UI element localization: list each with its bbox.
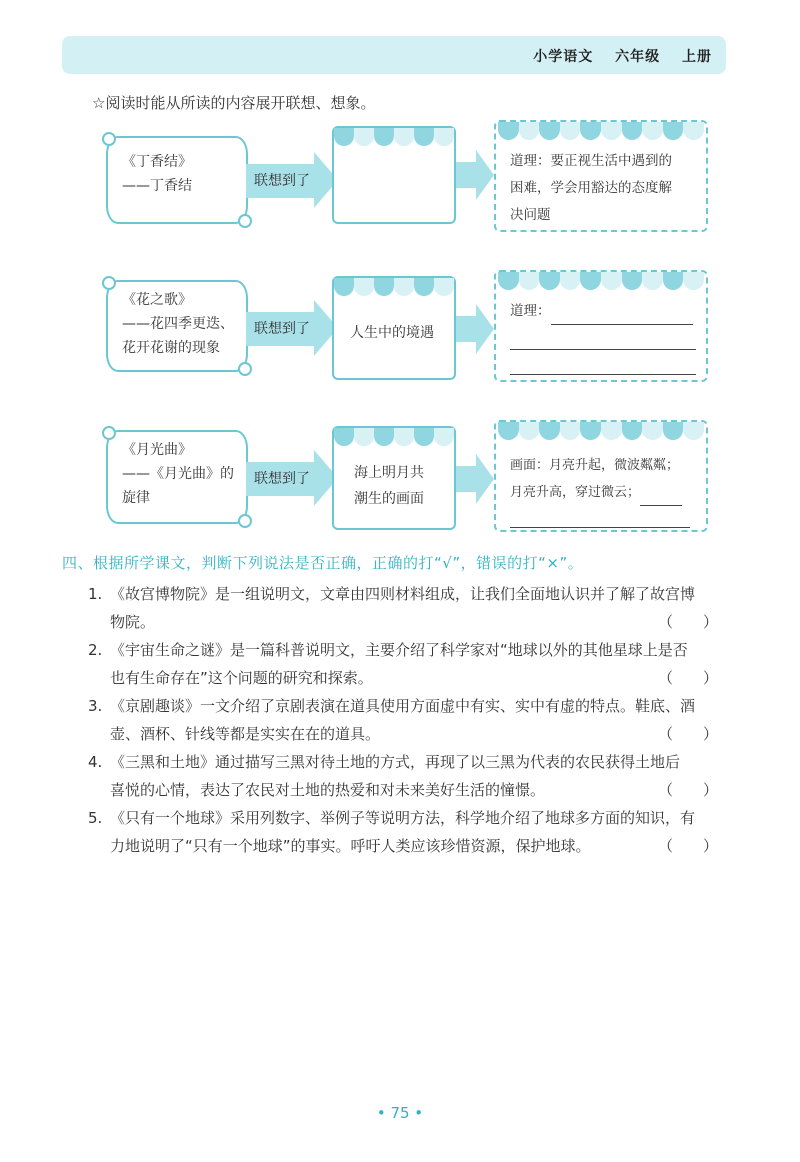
association-row-2 [0,270,800,390]
question-text: 《只有一个地球》采用列数字、举例子等说明方法，科学地介绍了地球多方面的知识，有 [110,809,696,827]
header-grade: 六年级 [615,49,661,65]
principle-box[interactable] [494,420,708,532]
question-text: 《京剧趣谈》一文介绍了京剧表演在道具使用方面虚中有实、实中有虚的特点。鞋底、酒 [110,697,696,715]
arrow [246,300,338,356]
principle-box[interactable] [494,270,708,382]
principle-line: 决问题 [510,207,551,223]
question-text: 壶、酒杯、针线等都是实实在在的道具。 [110,725,381,743]
page-number: • 75 • [376,1104,424,1122]
answer-blank[interactable] [510,328,696,350]
arrow-label: 联想到了 [254,471,310,487]
question-text: 《三黑和土地》通过描写三黑对待土地的方式，再现了以三黑为代表的农民获得土地后 [110,753,681,771]
header-volume: 上册 [682,49,712,65]
association-text: 海上明月共 [354,465,424,481]
arrow-label: 联想到了 [254,173,310,189]
header-band [62,36,726,74]
association-text: 人生中的境遇 [350,325,434,341]
principle-line: 画面：月亮升起，微波粼粼； [510,458,680,473]
principle-label: 道理： [510,303,551,319]
association-text: 潮生的画面 [354,491,424,507]
question-text: 力地说明了“只有一个地球”的事实。呼吁人类应该珍惜资源，保护地球。 [110,837,591,855]
answer-parentheses[interactable]: （ ） [657,781,718,799]
source-object: 花开花谢的现象 [122,340,220,356]
source-title: 《丁香结》 [122,154,192,170]
source-box [106,430,248,524]
association-row-1 [0,120,800,240]
question-text: 《宇宙生命之谜》是一篇科普说明文，主要介绍了科学家对“地球以外的其他星球上是否 [110,641,688,659]
source-object: ——丁香结 [122,178,192,194]
arrow-small [456,150,496,200]
principle-line: 道理：要正视生活中遇到的 [510,153,672,169]
question-text: 也有生命存在”这个问题的研究和探索。 [110,669,373,687]
question-text: 喜悦的心情，表达了农民对土地的热爱和对未来美好生活的憧憬。 [110,781,546,799]
source-object: 旋律 [122,490,150,506]
answer-parentheses[interactable]: （ ） [657,613,718,631]
answer-parentheses[interactable]: （ ） [657,837,718,855]
association-row-3 [0,420,800,540]
question-item [88,580,728,636]
question-number: 2. [88,641,103,659]
source-title: 《月光曲》 [122,442,192,458]
answer-blank[interactable] [551,309,693,325]
question-number: 5. [88,809,103,827]
answer-parentheses[interactable]: （ ） [657,669,718,687]
principle-line: 困难，学会用豁达的态度解 [510,180,672,196]
question-item [88,636,728,692]
association-box [332,276,456,380]
association-box[interactable] [332,126,456,224]
header-subject: 小学语文 [533,49,594,65]
arrow-small [456,304,496,354]
question-item [88,804,728,860]
answer-blank[interactable] [510,353,696,375]
source-box [106,280,248,372]
arrow [246,450,338,506]
question-text: 《故宫博物院》是一组说明文，文章由四则材料组成，让我们全面地认识并了解了故宫博 [110,585,696,603]
header-text [517,46,712,66]
answer-blank[interactable] [640,490,682,506]
principle-box [494,120,708,232]
section-title: 四、根据所学课文，判断下列说法是否正确，正确的打“√”，错误的打“×”。 [62,554,584,572]
question-number: 1. [88,585,103,603]
reading-tip: ☆阅读时能从所读的内容展开联想、想象。 [92,94,376,112]
source-object: ——花四季更迭、 [122,316,234,332]
source-title: 《花之歌》 [122,292,192,308]
question-item [88,748,728,804]
answer-parentheses[interactable]: （ ） [657,725,718,743]
arrow-label: 联想到了 [254,321,310,337]
question-number: 3. [88,697,103,715]
question-item [88,692,728,748]
arrow-small [456,454,496,504]
answer-blank[interactable] [510,506,690,528]
principle-line: 月亮升高，穿过微云； [510,485,641,500]
association-box [332,426,456,530]
source-box [106,136,248,224]
arrow [246,152,338,208]
source-object: ——《月光曲》的 [122,466,234,482]
question-number: 4. [88,753,103,771]
question-text: 物院。 [110,613,156,631]
